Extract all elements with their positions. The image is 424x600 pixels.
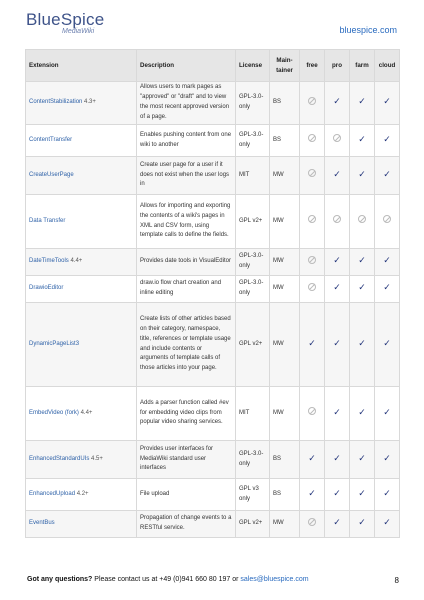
maintainer-cell: BS [270,479,300,511]
check-icon: ✓ [358,255,366,266]
page-footer [27,576,399,583]
pro-cell [325,82,350,125]
check-icon: ✓ [383,406,391,417]
check-icon: ✓ [358,487,366,498]
extension-name-cell [26,82,137,125]
maintainer-cell: MW [270,387,300,441]
extension-version: 4.2+ [76,490,89,497]
free-cell [300,479,325,511]
farm-cell [350,303,375,387]
not-available-icon [308,169,316,177]
logo-subtitle: MediaWiki [62,28,95,35]
check-icon: ✓ [383,337,391,348]
extension-link[interactable]: DateTimeTools [29,258,69,265]
farm-cell [350,441,375,479]
extension-name-cell [26,441,137,479]
not-available-icon [333,215,341,223]
extension-name-cell [26,479,137,511]
license-cell: GPL-3.0-only [236,441,270,479]
extension-name-cell [26,276,137,303]
extension-name-cell [26,195,137,249]
extension-name-cell [26,303,137,387]
license-cell: GPL-3.0-only [236,276,270,303]
maintainer-cell: MW [270,276,300,303]
extension-link[interactable]: ContentTransfer [29,136,73,143]
table-row [26,82,400,125]
description-cell: Enables pushing content from one wiki to another [137,125,236,157]
description-cell: Allows users to mark pages as "approved" or "draft" and to view the most recent approved version of a page. [137,82,236,125]
pro-cell [325,125,350,157]
description-cell: Allows for importing and exporting the contents of a wiki's pages in XML and CSV form, using template calls to define the fields. [137,195,236,249]
check-icon: ✓ [333,282,341,293]
farm-cell [350,249,375,276]
cloud-cell [375,249,400,276]
check-icon: ✓ [358,452,366,463]
cloud-cell [375,125,400,157]
free-cell [300,249,325,276]
check-icon: ✓ [308,487,316,498]
pro-cell [325,303,350,387]
extension-version: 4.3+ [84,99,96,106]
extension-link[interactable]: CreateUserPage [29,171,74,178]
pro-cell [325,276,350,303]
license-cell: MIT [236,157,270,195]
check-icon: ✓ [358,282,366,293]
license-cell: GPL v2+ [236,511,270,538]
license-cell: GPL-3.0-only [236,249,270,276]
table-row [26,441,400,479]
bluespice-logo[interactable] [26,10,105,35]
maintainer-cell: MW [270,511,300,538]
free-cell [300,125,325,157]
farm-cell [350,276,375,303]
extensions-table [25,49,400,538]
free-cell [300,82,325,125]
not-available-icon [333,134,341,142]
cloud-cell [375,387,400,441]
check-icon: ✓ [333,96,341,107]
extension-name-cell [26,157,137,195]
header-free: free [300,50,325,82]
table-row [26,303,400,387]
check-icon: ✓ [333,337,341,348]
description-cell: Provides user interfaces for MediaWiki standard user interfaces [137,441,236,479]
pro-cell [325,157,350,195]
extension-link[interactable]: Data Transfer [29,217,66,224]
not-available-icon [358,215,366,223]
pro-cell [325,195,350,249]
table-row [26,276,400,303]
maintainer-cell: BS [270,125,300,157]
check-icon: ✓ [333,487,341,498]
cloud-cell [375,303,400,387]
maintainer-cell: MW [270,157,300,195]
maintainer-cell: BS [270,441,300,479]
check-icon: ✓ [383,255,391,266]
check-icon: ✓ [358,337,366,348]
check-icon: ✓ [358,517,366,528]
header-extension: Extension [26,50,137,82]
footer-contact: Please contact us at +49 (0)941 660 80 197 or [92,576,241,583]
extension-name-cell [26,125,137,157]
extension-link[interactable]: EventBus [29,520,55,527]
description-cell: Create lists of other articles based on their category, namespace, title, references or template usage and include contents or arguments of template calls of those articles into your page. [137,303,236,387]
pro-cell [325,511,350,538]
table-row [26,157,400,195]
check-icon: ✓ [308,452,316,463]
extension-version: 4.5+ [91,455,103,462]
cloud-cell [375,276,400,303]
cloud-cell [375,157,400,195]
table-row [26,249,400,276]
table-row [26,511,400,538]
extension-name-cell [26,387,137,441]
cloud-cell [375,479,400,511]
header-description: Description [137,50,236,82]
extension-name-cell [26,249,137,276]
footer-question: Got any questions? [27,576,93,583]
check-icon: ✓ [333,406,341,417]
not-available-icon [308,518,316,526]
extension-link[interactable]: DrawioEditor [29,285,64,292]
maintainer-cell: MW [270,303,300,387]
check-icon: ✓ [383,96,391,107]
header-cloud: cloud [375,50,400,82]
license-cell: MIT [236,387,270,441]
header-maintainer: Main-tainer [270,50,300,82]
maintainer-cell: BS [270,82,300,125]
free-cell [300,511,325,538]
farm-cell [350,125,375,157]
table-row [26,125,400,157]
license-cell: GPL v3 only [236,479,270,511]
header-pro: pro [325,50,350,82]
check-icon: ✓ [333,255,341,266]
farm-cell [350,479,375,511]
description-cell: Propagation of change events to a RESTful service. [137,511,236,538]
extension-link[interactable]: EnhancedUpload [29,490,76,497]
description-cell: Adds a parser function called #ev for embedding video clips from popular video sharing services. [137,387,236,441]
page-number: 8 [394,576,399,585]
check-icon: ✓ [358,96,366,107]
check-icon: ✓ [383,487,391,498]
table-header-row [26,50,400,82]
farm-cell [350,195,375,249]
pro-cell [325,387,350,441]
extension-link[interactable]: ContentStabilization [29,99,83,106]
license-cell: GPL-3.0-only [236,82,270,125]
check-icon: ✓ [308,337,316,348]
description-cell: Provides date tools in VisualEditor [137,249,236,276]
license-cell: GPL v2+ [236,195,270,249]
not-available-icon [308,215,316,223]
table-row [26,387,400,441]
farm-cell [350,387,375,441]
header-license: License [236,50,270,82]
not-available-icon [308,256,316,264]
maintainer-cell: MW [270,195,300,249]
check-icon: ✓ [333,452,341,463]
license-cell: GPL-3.0-only [236,125,270,157]
not-available-icon [308,407,316,415]
page-header [0,0,424,44]
description-cell: File upload [137,479,236,511]
extension-link[interactable]: EnhancedStandardUIs [29,455,90,462]
check-icon: ✓ [358,133,366,144]
check-icon: ✓ [383,517,391,528]
check-icon: ✓ [383,282,391,293]
check-icon: ✓ [333,517,341,528]
extension-link[interactable]: DynamicPageList3 [29,340,80,347]
free-cell [300,157,325,195]
check-icon: ✓ [333,168,341,179]
extension-link[interactable]: EmbedVideo (fork) [29,409,79,416]
free-cell [300,441,325,479]
free-cell [300,303,325,387]
cloud-cell [375,195,400,249]
not-available-icon [308,97,316,105]
not-available-icon [308,283,316,291]
cloud-cell [375,511,400,538]
free-cell [300,195,325,249]
website-link[interactable]: bluespice.com [339,25,397,35]
check-icon: ✓ [358,168,366,179]
extension-version: 4.4+ [80,409,93,416]
logo-wordmark: BlueSpice [26,10,105,29]
not-available-icon [383,215,391,223]
pro-cell [325,249,350,276]
footer-email-link[interactable]: sales@bluespice.com [240,576,309,583]
free-cell [300,276,325,303]
pro-cell [325,479,350,511]
header-farm: farm [350,50,375,82]
check-icon: ✓ [383,168,391,179]
license-cell: GPL v2+ [236,303,270,387]
not-available-icon [308,134,316,142]
extension-name-cell [26,511,137,538]
farm-cell [350,511,375,538]
table-row [26,479,400,511]
farm-cell [350,82,375,125]
check-icon: ✓ [383,452,391,463]
free-cell [300,387,325,441]
check-icon: ✓ [383,133,391,144]
description-cell: draw.io flow chart creation and inline editing [137,276,236,303]
extension-version: 4.4+ [70,258,83,265]
pro-cell [325,441,350,479]
table-row [26,195,400,249]
description-cell: Create user page for a user if it does not exist when the user logs in [137,157,236,195]
farm-cell [350,157,375,195]
check-icon: ✓ [358,406,366,417]
cloud-cell [375,82,400,125]
maintainer-cell: MW [270,249,300,276]
cloud-cell [375,441,400,479]
